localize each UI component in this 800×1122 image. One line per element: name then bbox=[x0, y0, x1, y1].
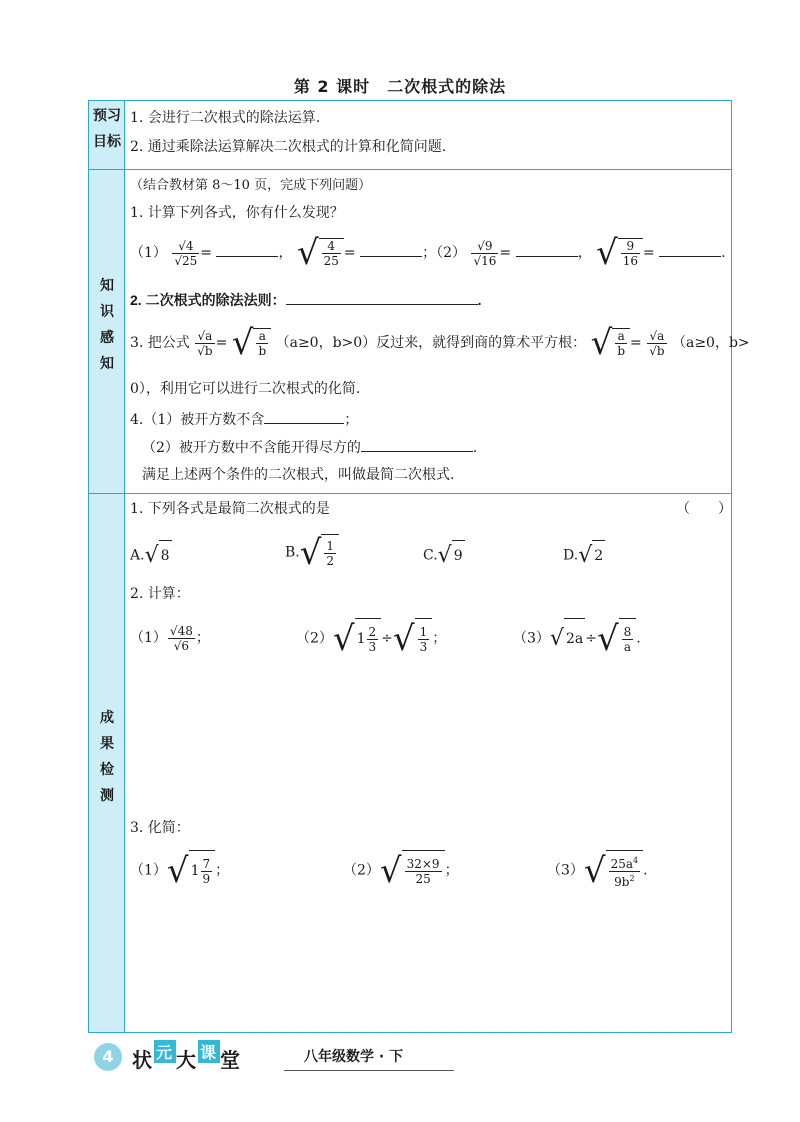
answer-blank[interactable] bbox=[286, 290, 478, 305]
radical: √ $\frac{9}{16}$ bbox=[596, 236, 643, 270]
textbook-note: （结合教材第 8～10 页，完成下列问题） bbox=[130, 178, 372, 193]
page-footer bbox=[94, 1040, 474, 1074]
answer-paren[interactable]: （ ） bbox=[676, 501, 732, 517]
answer-blank[interactable] bbox=[516, 242, 578, 257]
divider-1 bbox=[89, 169, 731, 170]
option-d[interactable]: D.√ 2 bbox=[563, 540, 605, 571]
knowledge-q3-cont: 0），利用它可以进行二次根式的化简. bbox=[130, 381, 361, 397]
check-q2-item-3: （3）√ 2a ÷√ $\frac{8}{a}$ . bbox=[513, 618, 641, 659]
check-q3-item-1: （1）√ 1 $\frac{7}{9}$ ； bbox=[130, 850, 230, 891]
knowledge-q2: 2. 二次根式的除法法则： . bbox=[130, 292, 482, 308]
answer-blank[interactable] bbox=[659, 242, 721, 257]
section-label-preview: 预习 目标 bbox=[93, 108, 121, 150]
page-title: 第 2 课时 二次根式的除法 bbox=[293, 77, 507, 96]
fraction: $\frac{√4}{√25}$ bbox=[174, 238, 198, 268]
check-q3-item-3: （3）√ $\frac{25a^4}{9b^2}$ . bbox=[547, 850, 648, 891]
check-q1: 1. 下列各式是最简二次根式的是 bbox=[130, 501, 330, 517]
check-q2-item-2: （2）√ 1 $\frac{2}{3}$ ÷√ $\frac{1}{3}$ ； bbox=[296, 618, 447, 659]
knowledge-q3: 3. 把公式 $\frac{√a}{√b}$ = √ $\frac{a}{b}$ （a≥0，b>0）反过来，就得到商的算术平方根： √ $\frac{a}{b}$ = $\frac{√a}{√b}$ （a≥0，b> bbox=[130, 323, 750, 363]
section-sidebar bbox=[89, 101, 125, 1032]
page-number: 4 bbox=[94, 1043, 122, 1071]
footer-rule bbox=[284, 1070, 454, 1071]
answer-blank[interactable] bbox=[264, 409, 344, 424]
brand-logo: 状 元 大 课 堂 bbox=[132, 1044, 242, 1073]
section-label-perception: 知 识 感 知 bbox=[100, 278, 114, 372]
knowledge-q1-line: （1） $\frac{√4}{√25}$ = ， √ $\frac{4}{25}$ = ；（2） $\frac{√9}{√16}$ = ， √ $\frac{9}{16}$ = . bbox=[130, 233, 726, 273]
answer-blank[interactable] bbox=[361, 437, 473, 452]
option-c[interactable]: C.√ 9 bbox=[423, 540, 465, 571]
check-q2-item-1: （1） $\frac{√48}{√6}$ ； bbox=[130, 623, 210, 653]
goal-2: 2. 通过乘除法运算解决二次根式的计算和化简问题. bbox=[130, 139, 447, 155]
knowledge-q4-1: 4.（1）被开方数不含 ； bbox=[130, 409, 358, 430]
knowledge-q4-3: 满足上述两个条件的二次根式，叫做最简二次根式. bbox=[142, 467, 455, 483]
divider-2 bbox=[89, 493, 731, 494]
check-q3-item-2: （2）√ $\frac{32\times 9}{25}$ ； bbox=[343, 850, 459, 891]
check-q2: 2. 计算： bbox=[130, 586, 190, 602]
subject-label: 八年级数学 · 下 bbox=[304, 1049, 404, 1065]
option-b[interactable]: B.√ $\frac{1}{2}$ bbox=[285, 534, 339, 571]
goal-1: 1. 会进行二次根式的除法运算. bbox=[130, 110, 321, 126]
option-a[interactable]: A.√ 8 bbox=[130, 540, 172, 571]
radical: √ $\frac{4}{25}$ bbox=[297, 236, 344, 270]
check-q3: 3. 化简： bbox=[130, 820, 190, 836]
section-label-check: 成 果 检 测 bbox=[100, 710, 114, 804]
answer-blank[interactable] bbox=[216, 242, 278, 257]
answer-blank[interactable] bbox=[360, 242, 422, 257]
knowledge-q1: 1. 计算下列各式，你有什么发现？ bbox=[130, 205, 344, 221]
fraction: $\frac{√9}{√16}$ bbox=[473, 238, 497, 268]
knowledge-q4-2: （2）被开方数中不含能开得尽方的 . bbox=[142, 437, 477, 458]
